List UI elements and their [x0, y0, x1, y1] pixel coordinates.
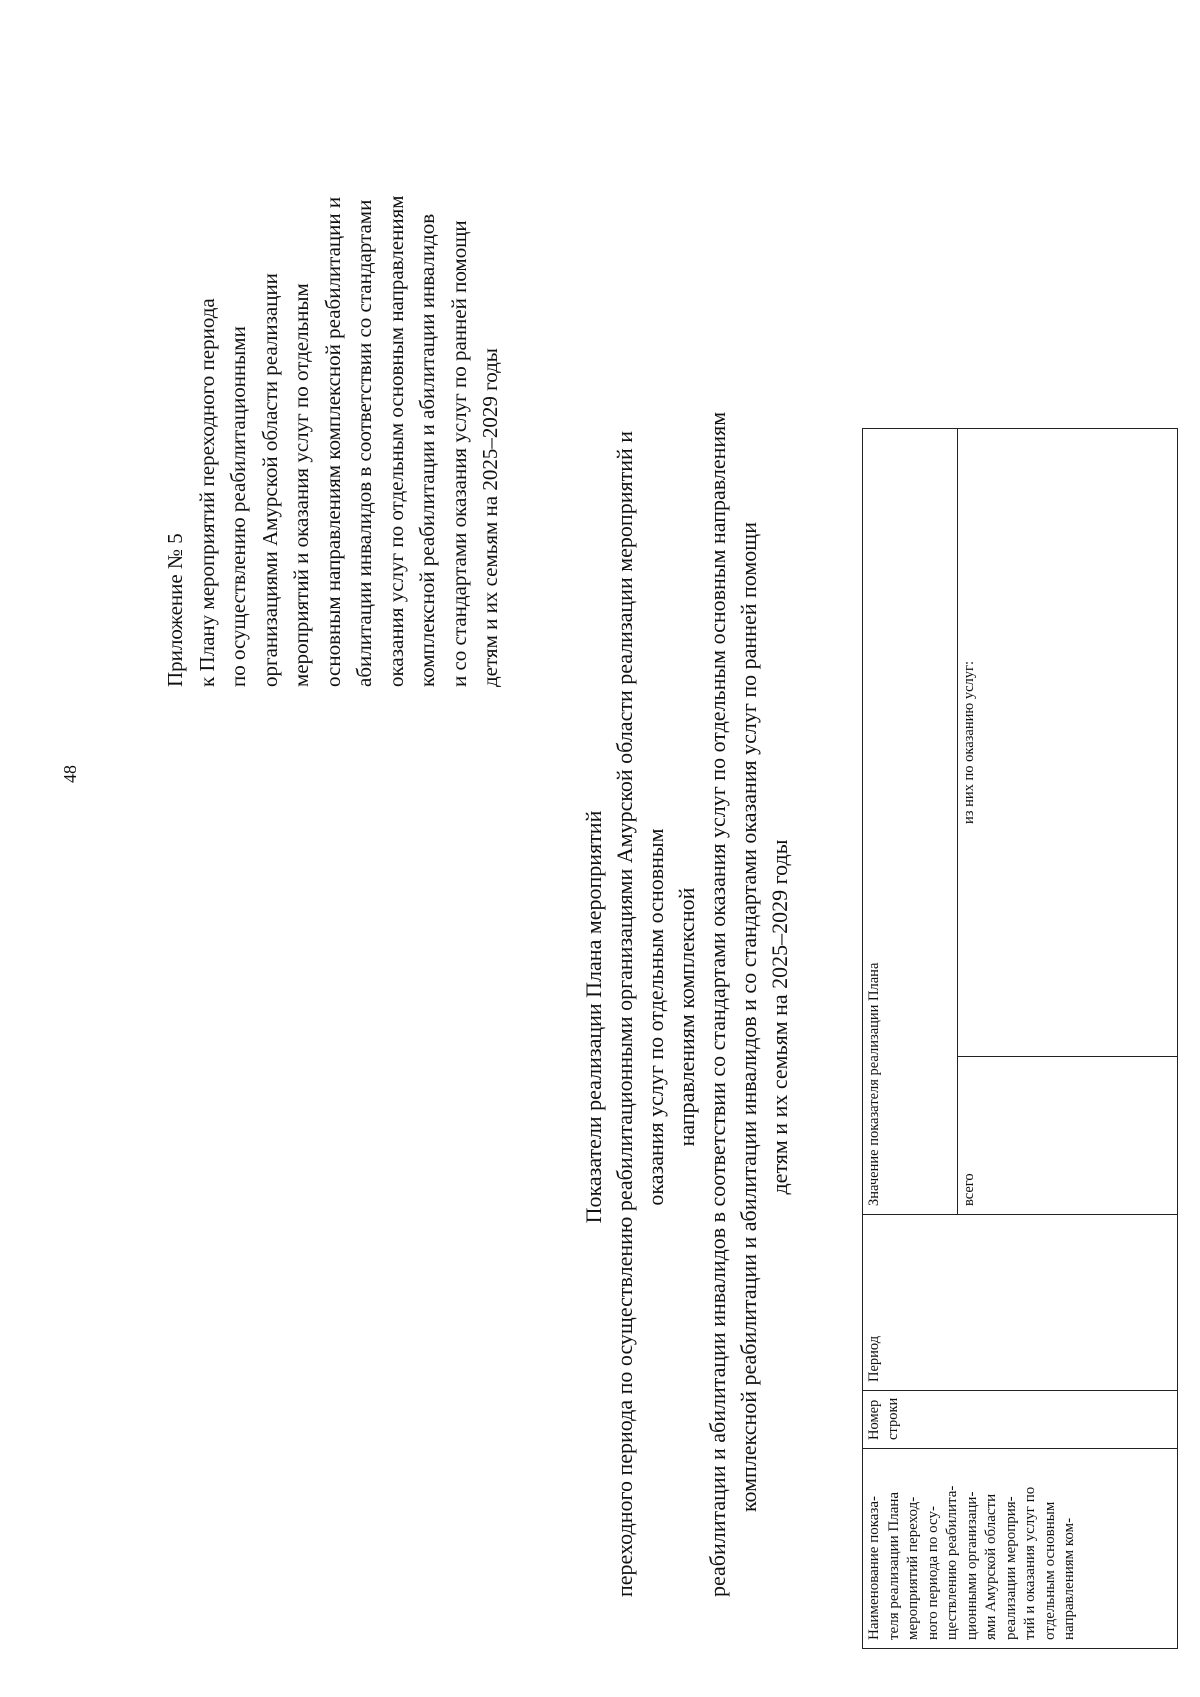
document-title [578, 411, 795, 1597]
appendix-line: оказания услуг по отдельным основным направлениям [383, 195, 408, 687]
header-line: ями Амурской области [983, 1493, 999, 1640]
header-line: мероприятий переход- [905, 1496, 921, 1640]
page-number: 48 [60, 765, 80, 783]
header-line: отдельным основным [1041, 1501, 1058, 1640]
appendix-line: мероприятий и оказания услуг по отдельным [289, 283, 313, 687]
appendix-line: детям и их семьям на 2025–2029 годы [478, 348, 502, 687]
header-line: ционными организаци- [963, 1491, 980, 1640]
header-line: строки [885, 1397, 901, 1440]
appendix-line: абилитации инвалидов в соответствии со стандартами [352, 199, 376, 687]
indicator-name-header [863, 1449, 1178, 1649]
title-line: оказания услуг по отдельным основным [643, 828, 668, 1206]
header-line: ществлению реабилита- [944, 1485, 960, 1640]
appendix-line: основным направлениям комплексной реабилитации и [320, 196, 345, 687]
services-header: из них по оказанию услуг: [958, 428, 1178, 1056]
total-header: всего [958, 1057, 1178, 1215]
appendix-line: Приложение № 5 [163, 533, 187, 687]
title-line: реабилитации и абилитации инвалидов в соответствии со стандартами оказания услуг по отдельным основным направлениям [705, 411, 730, 1597]
title-line: переходного периода по осуществлению реабилитационными организациями Амурской области реализации мероприятий и [612, 430, 637, 1597]
header-line: направлениям ком- [1061, 1517, 1077, 1640]
title-line: детям и их семьям на 2025–2029 годы [767, 839, 792, 1195]
table-header-row [863, 428, 958, 1648]
header-line: тий и оказания услуг по [1022, 1486, 1038, 1640]
header-line: Наименование показа- [866, 1495, 882, 1640]
row-number-header [863, 1391, 1178, 1449]
header-line: ного периода по осу- [924, 1506, 941, 1640]
appendix-line: и со стандартами оказания услуг по ранней помощи [446, 220, 471, 687]
header-line: Номер [866, 1399, 882, 1440]
title-line: Показатели реализации Плана мероприятий [581, 810, 606, 1224]
appendix-line: по осуществлению реабилитационными [226, 326, 250, 687]
title-line: комплексной реабилитации и абилитации инвалидов и со стандартами оказания услуг по ранней помощи [736, 521, 761, 1513]
indicator-value-header: Значение показателя реализации Плана [863, 428, 958, 1214]
appendix-line: к Плану мероприятий переходного периода [194, 298, 219, 687]
appendix-line: комплексной реабилитации и абилитации инвалидов [415, 213, 439, 687]
period-header: Период [863, 1215, 1178, 1391]
header-line: реализации мероприя- [1002, 1496, 1019, 1640]
header-line: теля реализации Плана [885, 1491, 902, 1640]
title-line: направлениям комплексной [674, 887, 699, 1147]
appendix-line: организациями Амурской области реализации [257, 273, 282, 687]
indicators-table [862, 428, 1178, 1649]
appendix-caption [160, 27, 507, 687]
